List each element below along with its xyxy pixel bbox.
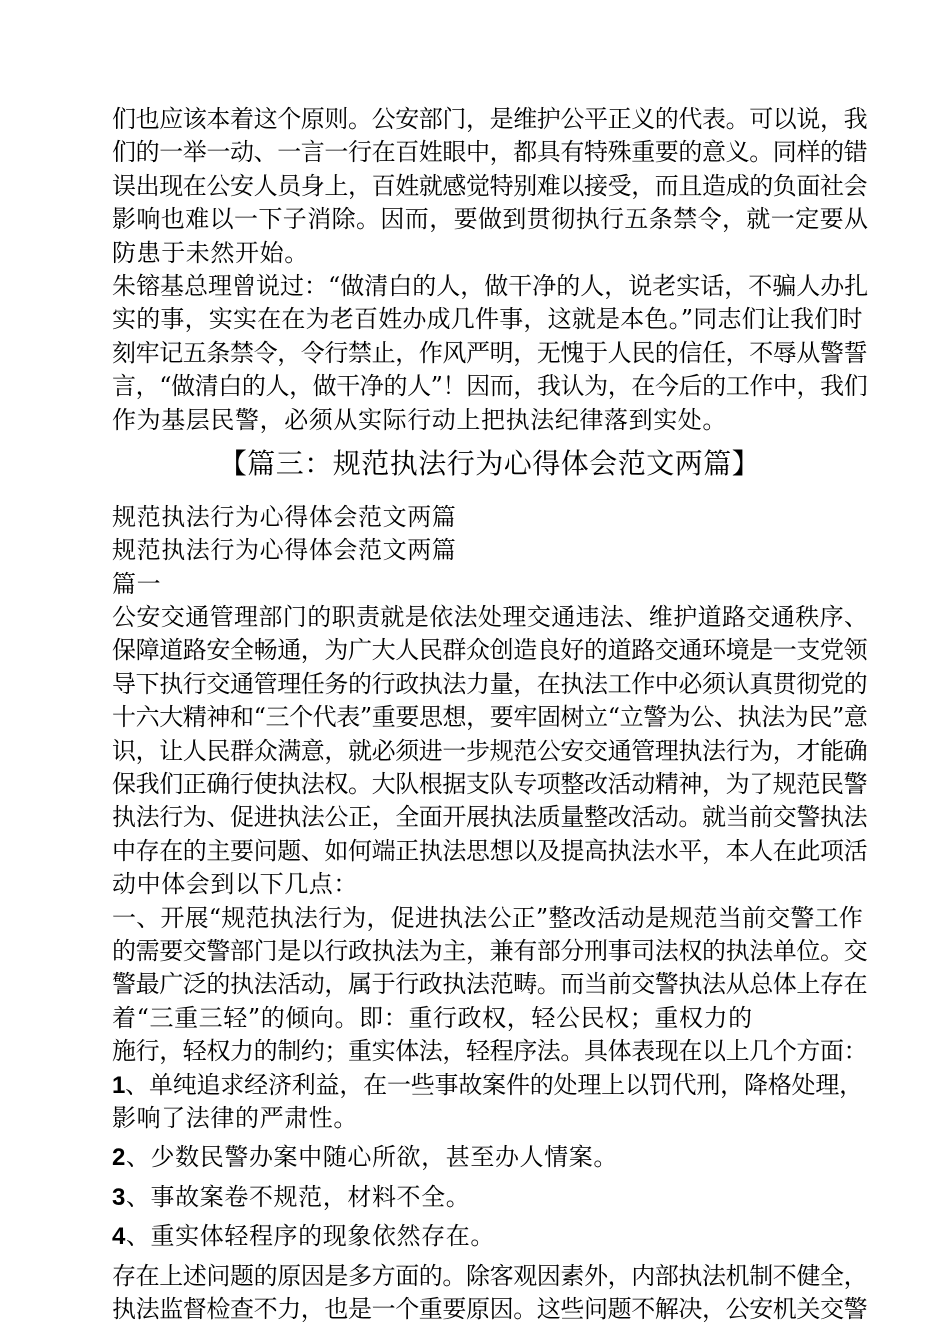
text-line: 言，“做清白的人，做干净的人”！因而，我认为，在今后的工作中，我们	[112, 372, 868, 401]
item-number: 1	[112, 1071, 126, 1099]
text-line: 防患于未然开始。	[112, 238, 309, 267]
text-line: 们也应该本着这个原则。公安部门，是维护公平正义的代表。可以说，我	[112, 105, 868, 133]
part-label: 篇一	[112, 569, 162, 598]
item-text: 、少数民警办案中随心所欲，甚至办人情案。	[125, 1143, 618, 1172]
text-line: 存在上述问题的原因是多方面的。除客观因素外，内部执法机制不健全，	[112, 1261, 868, 1290]
text-line: 刻牢记五条禁令，令行禁止，作风严明，无愧于人民的信任，不辱从警誓	[112, 338, 868, 367]
text-line: 导下执行交通管理任务的行政执法力量，在执法工作中必须认真贯彻党的	[112, 669, 868, 698]
list-item-4	[112, 1220, 867, 1253]
text-line: 保我们正确行使执法权。大队根据支队专项整改活动精神，为了规范民警	[112, 770, 868, 799]
text-line: 执法行为、促进执法公正，全面开展执法质量整改活动。就当前交警执法	[112, 803, 868, 832]
text-line: 动中体会到以下几点：	[112, 870, 358, 899]
paragraph-1	[112, 103, 867, 270]
text-line: 一、开展“规范执法行为，促进执法公正”整改活动是规范当前交警工作	[112, 903, 863, 932]
item-text: 、单纯追求经济利益，在一些事故案件的处理上以罚代刑，降格处理，	[125, 1070, 863, 1099]
text-line: 影响也难以一下子消除。因而，要做到贯彻执行五条禁令，就一定要从	[112, 205, 869, 234]
text-line: 中存在的主要问题、如何端正执法思想以及提高执法水平，本人在此项活	[112, 836, 868, 865]
text-line: 影响了法律的严肃性。	[112, 1103, 358, 1132]
paragraph-3	[112, 601, 867, 902]
text-line: 保障道路安全畅通，为广大人民群众创造良好的道路交通环境是一支党领	[112, 636, 868, 665]
text-line: 的需要交警部门是以行政执法为主，兼有部分刑事司法权的执法单位。交	[112, 936, 868, 965]
text-line: 识，让人民群众满意，就必须进一步规范公安交通管理执法行为，才能确	[112, 736, 868, 765]
text-line: 着“三重三轻”的倾向。即：重行政权，轻公民权；重权力的	[112, 1003, 753, 1032]
list-item-3	[112, 1181, 867, 1214]
text-line: 实的事，实实在在为老百姓办成几件事，这就是本色。”同志们让我们时	[112, 305, 863, 334]
paragraph-2	[112, 270, 867, 437]
list-item-1	[112, 1069, 867, 1136]
item-number: 4	[112, 1223, 126, 1251]
item-text: 、重实体轻程序的现象依然存在。	[125, 1222, 495, 1251]
item-number: 2	[112, 1144, 126, 1172]
paragraph-4	[112, 902, 867, 1069]
item-text: 、事故案卷不规范，材料不全。	[125, 1182, 471, 1211]
paragraph-5	[112, 1260, 867, 1327]
text-line: 们的一举一动、一言一行在百姓眼中，都具有特殊重要的意义。同样的错	[112, 138, 868, 167]
text-line: 执法监督检查不力，也是一个重要原因。这些问题不解决，公安机关交警	[112, 1294, 868, 1323]
list-item-2	[112, 1141, 867, 1174]
text-line: 十六大精神和“三个代表”重要思想，要牢固树立“立警为公、执法为民”意	[112, 703, 868, 732]
text-line: 作为基层民警，必须从实际行动上把执法纪律落到实处。	[112, 405, 727, 434]
subtitle: 规范执法行为心得体会范文两篇	[112, 502, 457, 531]
item-number: 3	[112, 1183, 126, 1211]
document-page	[112, 103, 867, 1326]
subtitle: 规范执法行为心得体会范文两篇	[112, 536, 457, 565]
text-line: 误出现在公安人员身上，百姓就感觉特别难以接受，而且造成的负面社会	[112, 171, 868, 200]
text-line: 朱镕基总理曾说过：“做清白的人，做干净的人，说老实话，不骗人办扎	[112, 271, 869, 300]
text-line: 公安交通管理部门的职责就是依法处理交通违法、维护道路交通秩序、	[112, 603, 869, 632]
section-title: 【篇三：规范执法行为心得体会范文两篇】	[218, 446, 761, 480]
text-line: 警最广泛的执法活动，属于行政执法范畴。而当前交警执法从总体上存在	[112, 970, 868, 999]
text-line: 施行，轻权力的制约；重实体法，轻程序法。具体表现在以上几个方面：	[112, 1037, 868, 1066]
text-line	[112, 1069, 867, 1102]
